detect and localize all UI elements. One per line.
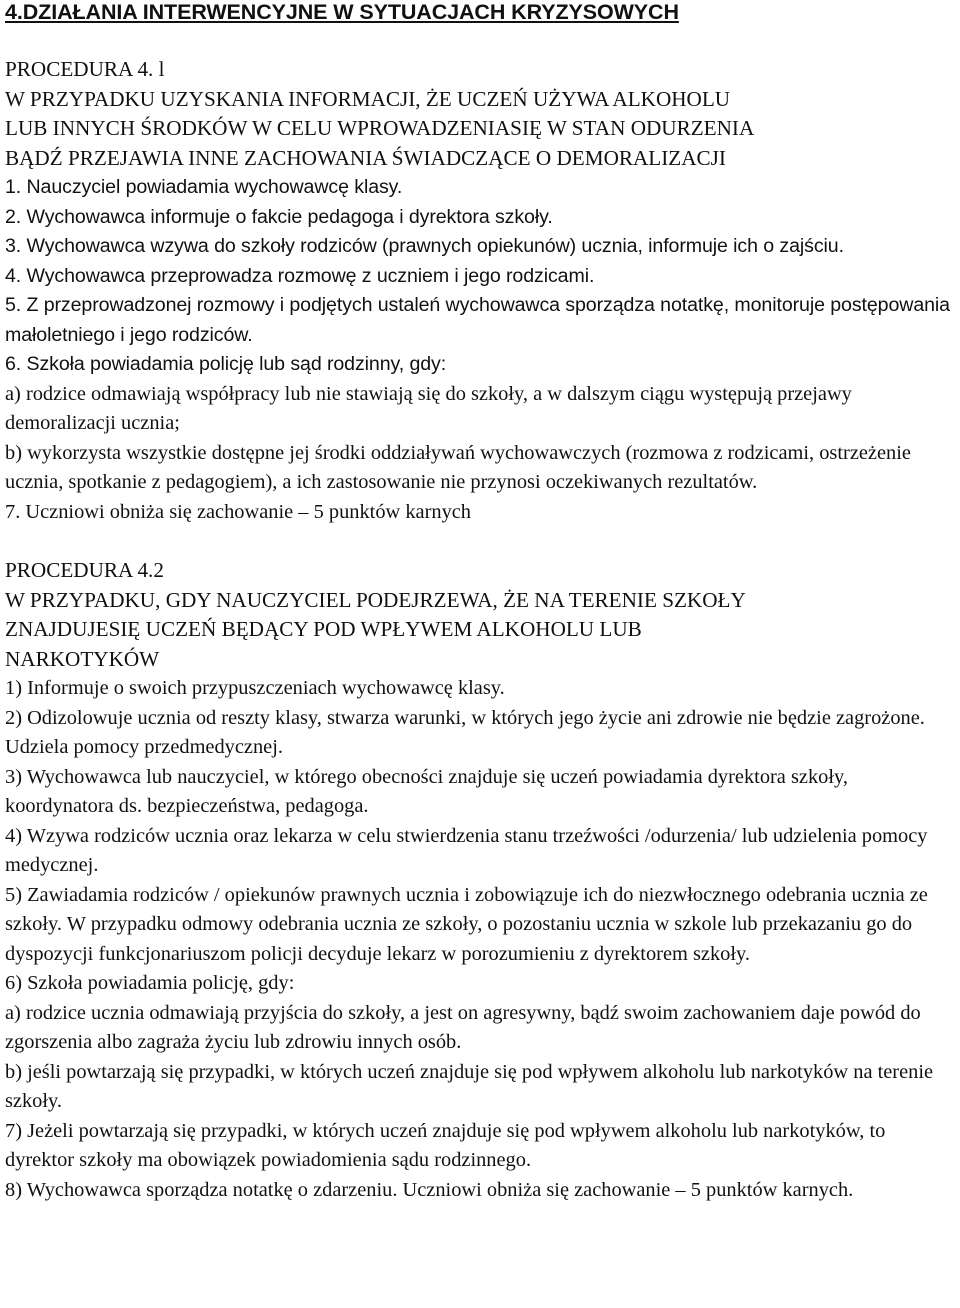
procedure-step: 4. Wychowawca przeprowadza rozmowę z uczniem i jego rodzicami. [5,264,595,287]
procedure-step: 1. Nauczyciel powiadamia wychowawcę klasy. [5,176,403,198]
procedure-step: 7. Uczniowi obniża się zachowanie – 5 punktów karnych [5,500,472,523]
spacer [5,24,957,55]
procedure-step: 1) Informuje o swoich przypuszczeniach wychowawcę klasy. [5,677,505,699]
procedure-step: 3) Wychowawca lub nauczyciel, w którego obecności znajduje się uczeń powiadamia dyrektora szkoły, koordynatora ds. bezpieczeństwa, pedagoga. [5,765,848,817]
procedure-heading-line: W PRZYPADKU UZYSKANIA INFORMACJI, ŻE UCZEŃ UŻYWA ALKOHOLU [5,86,731,111]
procedure-sub-step: b) wykorzysta wszystkie dostępne jej środki oddziaływań wychowawczych (rozmowa z rodzicami, ostrzeżenie ucznia, spotkanie z pedagogiem), a ich zastosowanie nie przynosi oczekiwanych rezultatów. [5,441,911,493]
procedure-step: 3. Wychowawca wzywa do szkoły rodziców (prawnych opiekunów) ucznia, informuje ich o zajściu. [5,235,844,257]
procedure-label: PROCEDURA 4. l [5,57,165,81]
procedure-4-1 [5,55,957,527]
document-title: 4.DZIAŁANIA INTERWENCYJNE W SYTUACJACH KRYZYSOWYCH [5,0,679,24]
procedure-sub-step: a) rodzice odmawiają współpracy lub nie stawiają się do szkoły, a w dalszym ciągu występują przejawy demoralizacji ucznia; [5,382,852,434]
procedure-4-2 [5,556,957,1205]
procedure-sub-step: a) rodzice ucznia odmawiają przyjścia do szkoły, a jest on agresywny, bądź swoim zachowaniem daje powód do zgorszenia albo zagraża życiu lub zdrowiu innych osób. [5,1001,921,1053]
procedure-heading-line: BĄDŹ PRZEJAWIA INNE ZACHOWANIA ŚWIADCZĄCE O DEMORALIZACJI [5,145,726,170]
procedure-step: 4) Wzywa rodziców ucznia oraz lekarza w celu stwierdzenia stanu trzeźwości /odurzenia/ lub udzielenia pomocy medycznej. [5,824,928,876]
procedure-step: 8) Wychowawca sporządza notatkę o zdarzeniu. Uczniowi obniża się zachowanie – 5 punktów karnych. [5,1178,854,1201]
procedure-sub-step: b) jeśli powtarzają się przypadki, w których uczeń znajduje się pod wpływem alkoholu lub narkotyków na terenie szkoły. [5,1060,934,1112]
procedure-step: 5) Zawiadamia rodziców / opiekunów prawnych ucznia i zobowiązuje ich do niezwłocznego odebrania ucznia ze szkoły. W przypadku odmowy odebrania ucznia ze szkoły, o pozostaniu ucznia w szkole lub przekazaniu go do dyspozycji funkcjonariuszom policji decyduje lekarz w porozumieniu z dyrektorem szkoły. [5,883,928,965]
procedure-step: 7) Jeżeli powtarzają się przypadki, w których uczeń znajduje się pod wpływem alkoholu lub narkotyków, to dyrektor szkoły ma obowiązek powiadomienia sądu rodzinnego. [5,1119,886,1171]
document-page [5,0,957,1205]
procedure-heading-line: LUB INNYCH ŚRODKÓW W CELU WPROWADZENIASIĘ W STAN ODURZENIA [5,116,755,140]
spacer [5,527,957,556]
procedure-heading-line: NARKOTYKÓW [5,646,160,671]
procedure-heading-line: ZNAJDUJESIĘ UCZEŃ BĘDĄCY POD WPŁYWEM ALKOHOLU LUB [5,617,642,641]
procedure-step: 6. Szkoła powiadamia policję lub sąd rodzinny, gdy: [5,353,447,375]
procedure-step: 6) Szkoła powiadamia policję, gdy: [5,972,295,994]
procedure-step: 5. Z przeprowadzonej rozmowy i podjętych ustaleń wychowawca sporządza notatkę, monitoruje postępowania małoletniego i jego rodziców. [5,294,950,346]
procedure-step: 2. Wychowawca informuje o fakcie pedagoga i dyrektora szkoły. [5,205,553,228]
procedure-step: 2) Odizolowuje ucznia od reszty klasy, stwarza warunki, w których jego życie ani zdrowie nie będzie zagrożone. Udziela pomocy przedmedycznej. [5,706,925,758]
procedure-label: PROCEDURA 4.2 [5,558,164,582]
procedure-heading-line: W PRZYPADKU, GDY NAUCZYCIEL PODEJRZEWA, ŻE NA TERENIE SZKOŁY [5,587,746,612]
